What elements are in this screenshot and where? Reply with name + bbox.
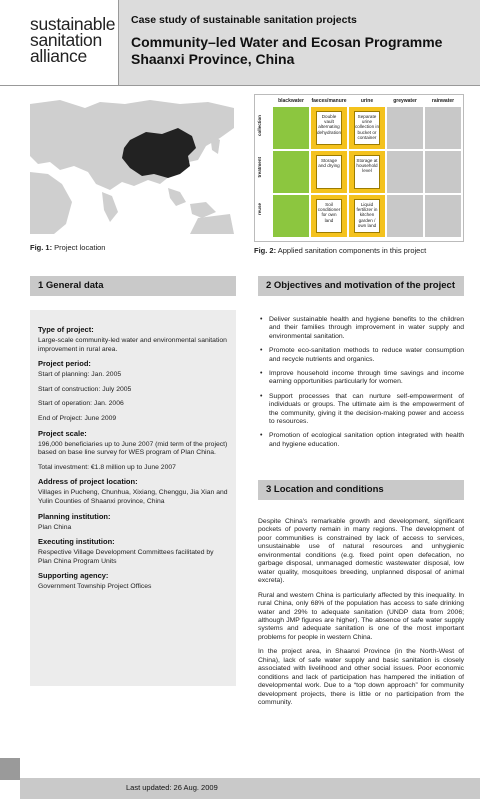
- list-item: • Promote eco-sanitation methods to reduce water consumption and recycle nutrients and organics.: [260, 347, 464, 363]
- start-planning: Start of planning: Jan. 2005: [38, 371, 122, 379]
- scale-label: Project scale:: [38, 428, 87, 438]
- planning-value: Plan China: [38, 523, 72, 531]
- cell-double-vault: Double vault alternating dehydration: [316, 111, 342, 145]
- list-item: • Promotion of ecological sanitation option integrated with health and hygiene education.: [260, 432, 464, 448]
- location-text: [258, 518, 464, 714]
- address-label: Address of project location:: [38, 477, 138, 487]
- matrix-cell: [273, 195, 309, 237]
- total-investment: Total investment: €1.8 million up to June 2007: [38, 463, 176, 471]
- type-label: Type of project:: [38, 325, 94, 334]
- location-paragraph-2: Rural and western China is particularly affected by this inequality. In rural China, only 68% of the population has access to safe drinking water and 29% to adequate sanitation (UNDP data from 2006; although JMP figures are higher). The absence of safe water supply systems and adequate sanitation is one of the most important problems for people in western China.: [258, 591, 464, 641]
- section-general-data: 1 General data: [30, 276, 236, 296]
- row-collection: collection: [257, 115, 262, 137]
- cell-liquid-fertilizer: Liquid fertilizer in kitchen garden / own land: [354, 199, 380, 233]
- section-objectives: 2 Objectives and motivation of the project: [258, 276, 464, 296]
- matrix-cell: [273, 151, 309, 193]
- row-treatment: treatment: [257, 157, 262, 178]
- title-line-1: Community–led Water and Ecosan Programme: [131, 34, 443, 50]
- list-item: • Deliver sustainable health and hygiene benefits to the children and their families through improvement in water supply and environmental sanitation.: [260, 316, 464, 340]
- header-band: [118, 0, 480, 86]
- executing-value: Respective Village Development Committees facilitated by Plan China Program Units: [38, 549, 214, 565]
- matrix-cell: [387, 195, 423, 237]
- left-margin: [0, 86, 20, 799]
- cell-urine-collection: Separate urine collection in bucket or container: [354, 111, 380, 145]
- planning-label: Planning institution:: [38, 511, 111, 521]
- cell-storage-drying: Storage and drying: [316, 155, 342, 189]
- bullet-icon: •: [260, 432, 263, 440]
- end-project: End of Project: June 2009: [38, 414, 117, 422]
- section-location: 3 Location and conditions: [258, 480, 464, 500]
- start-operation: Start of operation: Jan. 2006: [38, 400, 124, 408]
- logo-line-3: alliance: [30, 46, 87, 66]
- row-reuse: reuse: [257, 203, 262, 216]
- period-label: Project period:: [38, 359, 91, 369]
- address-value: Villages in Pucheng, Chunhua, Xixiang, Chenggu, Jia Xian and Yulin Counties of Shaanxi province, China: [38, 489, 228, 505]
- type-value: Large-scale community-led water and environmental sanitation improvement in rural area.: [38, 337, 227, 353]
- pre-title: Case study of sustainable sanitation projects: [131, 14, 357, 26]
- matrix-cell: [349, 107, 385, 149]
- col-greywater: greywater: [393, 98, 417, 104]
- col-rainwater: rainwater: [431, 98, 455, 104]
- col-faeces: faeces/manure: [311, 98, 347, 104]
- scale-value: 196,000 beneficiaries up to June 2007 (mid term of the project) based on base line survey for WES program of Plan China.: [38, 440, 228, 457]
- matrix-cell: [349, 195, 385, 237]
- matrix-cell: [425, 151, 461, 193]
- cell-soil-conditioner: Soil conditioner for own land: [316, 199, 342, 233]
- col-urine: urine: [360, 98, 374, 104]
- world-map-graphic: [30, 94, 234, 234]
- bullet-icon: •: [260, 370, 263, 378]
- supporting-label: Supporting agency:: [38, 571, 109, 581]
- footer-bar: [20, 778, 480, 799]
- matrix-cell: [387, 151, 423, 193]
- logo-box: [0, 0, 118, 86]
- fig2-caption: Fig. 2: Applied sanitation components in this project: [254, 246, 427, 255]
- objectives-list: [260, 316, 464, 455]
- location-paragraph-3: In the project area, in Shaanxi Province (in the North-West of China), lack of safe water supply and basic sanitation is closely associated with livelihood and other social issues. Poor economic conditions and lack of participation has hampered the initiation of developmental work. Due to a “top down approach” for community development projects, there is little or no participation from the community.: [258, 648, 464, 707]
- start-construction: Start of construction: July 2005: [38, 385, 132, 393]
- matrix-cell: [311, 195, 347, 237]
- fig1-caption: Fig. 1: Project location: [30, 243, 106, 252]
- matrix-cell: [311, 151, 347, 193]
- general-data-box: [30, 310, 236, 686]
- cell-storage-household: Storage at household level: [354, 155, 380, 189]
- logo-line-2: sanitation: [30, 30, 102, 50]
- matrix-cell: [311, 107, 347, 149]
- alliance-logo: [30, 16, 115, 64]
- matrix-cell: [349, 151, 385, 193]
- matrix-cell: [273, 107, 309, 149]
- margin-marker: [0, 758, 20, 780]
- supporting-value: Government Township Project Offices: [38, 583, 152, 591]
- matrix-cell: [425, 107, 461, 149]
- col-blackwater: blackwater: [278, 98, 304, 104]
- logo-line-1: sustainable: [30, 14, 116, 34]
- matrix-cell: [425, 195, 461, 237]
- bullet-icon: •: [260, 392, 263, 400]
- list-item: • Support processes that can nurture self-empowerment of individuals or groups. The ultimate aim is the empowerment of the community, giving it the decision-making power and access to resources.: [260, 392, 464, 426]
- matrix-cell: [387, 107, 423, 149]
- location-map: [30, 94, 234, 234]
- location-paragraph-1: Despite China's remarkable growth and development, significant pockets of poverty remain in many regions. The development of poor communities is constrained by lack of access to services, unsustainable use of natural resources and unhygienic environmental conditions (e.g. fixed point open defecation, no garbage disposal, unmanaged domestic wastewater disposal, low water quality, mosquitoes breeding, unplanned disposal of animal excreta).: [258, 518, 464, 585]
- sanitation-matrix: [254, 94, 464, 242]
- bullet-icon: •: [260, 347, 263, 355]
- last-updated: Last updated: 26 Aug. 2009: [126, 783, 218, 792]
- title-line-2: Shaanxi Province, China: [131, 51, 295, 67]
- page-title: [131, 34, 442, 68]
- executing-label: Executing institution:: [38, 537, 115, 547]
- list-item: • Improve household income through time savings and income earning opportunities particularly for women.: [260, 370, 464, 386]
- bullet-icon: •: [260, 316, 263, 323]
